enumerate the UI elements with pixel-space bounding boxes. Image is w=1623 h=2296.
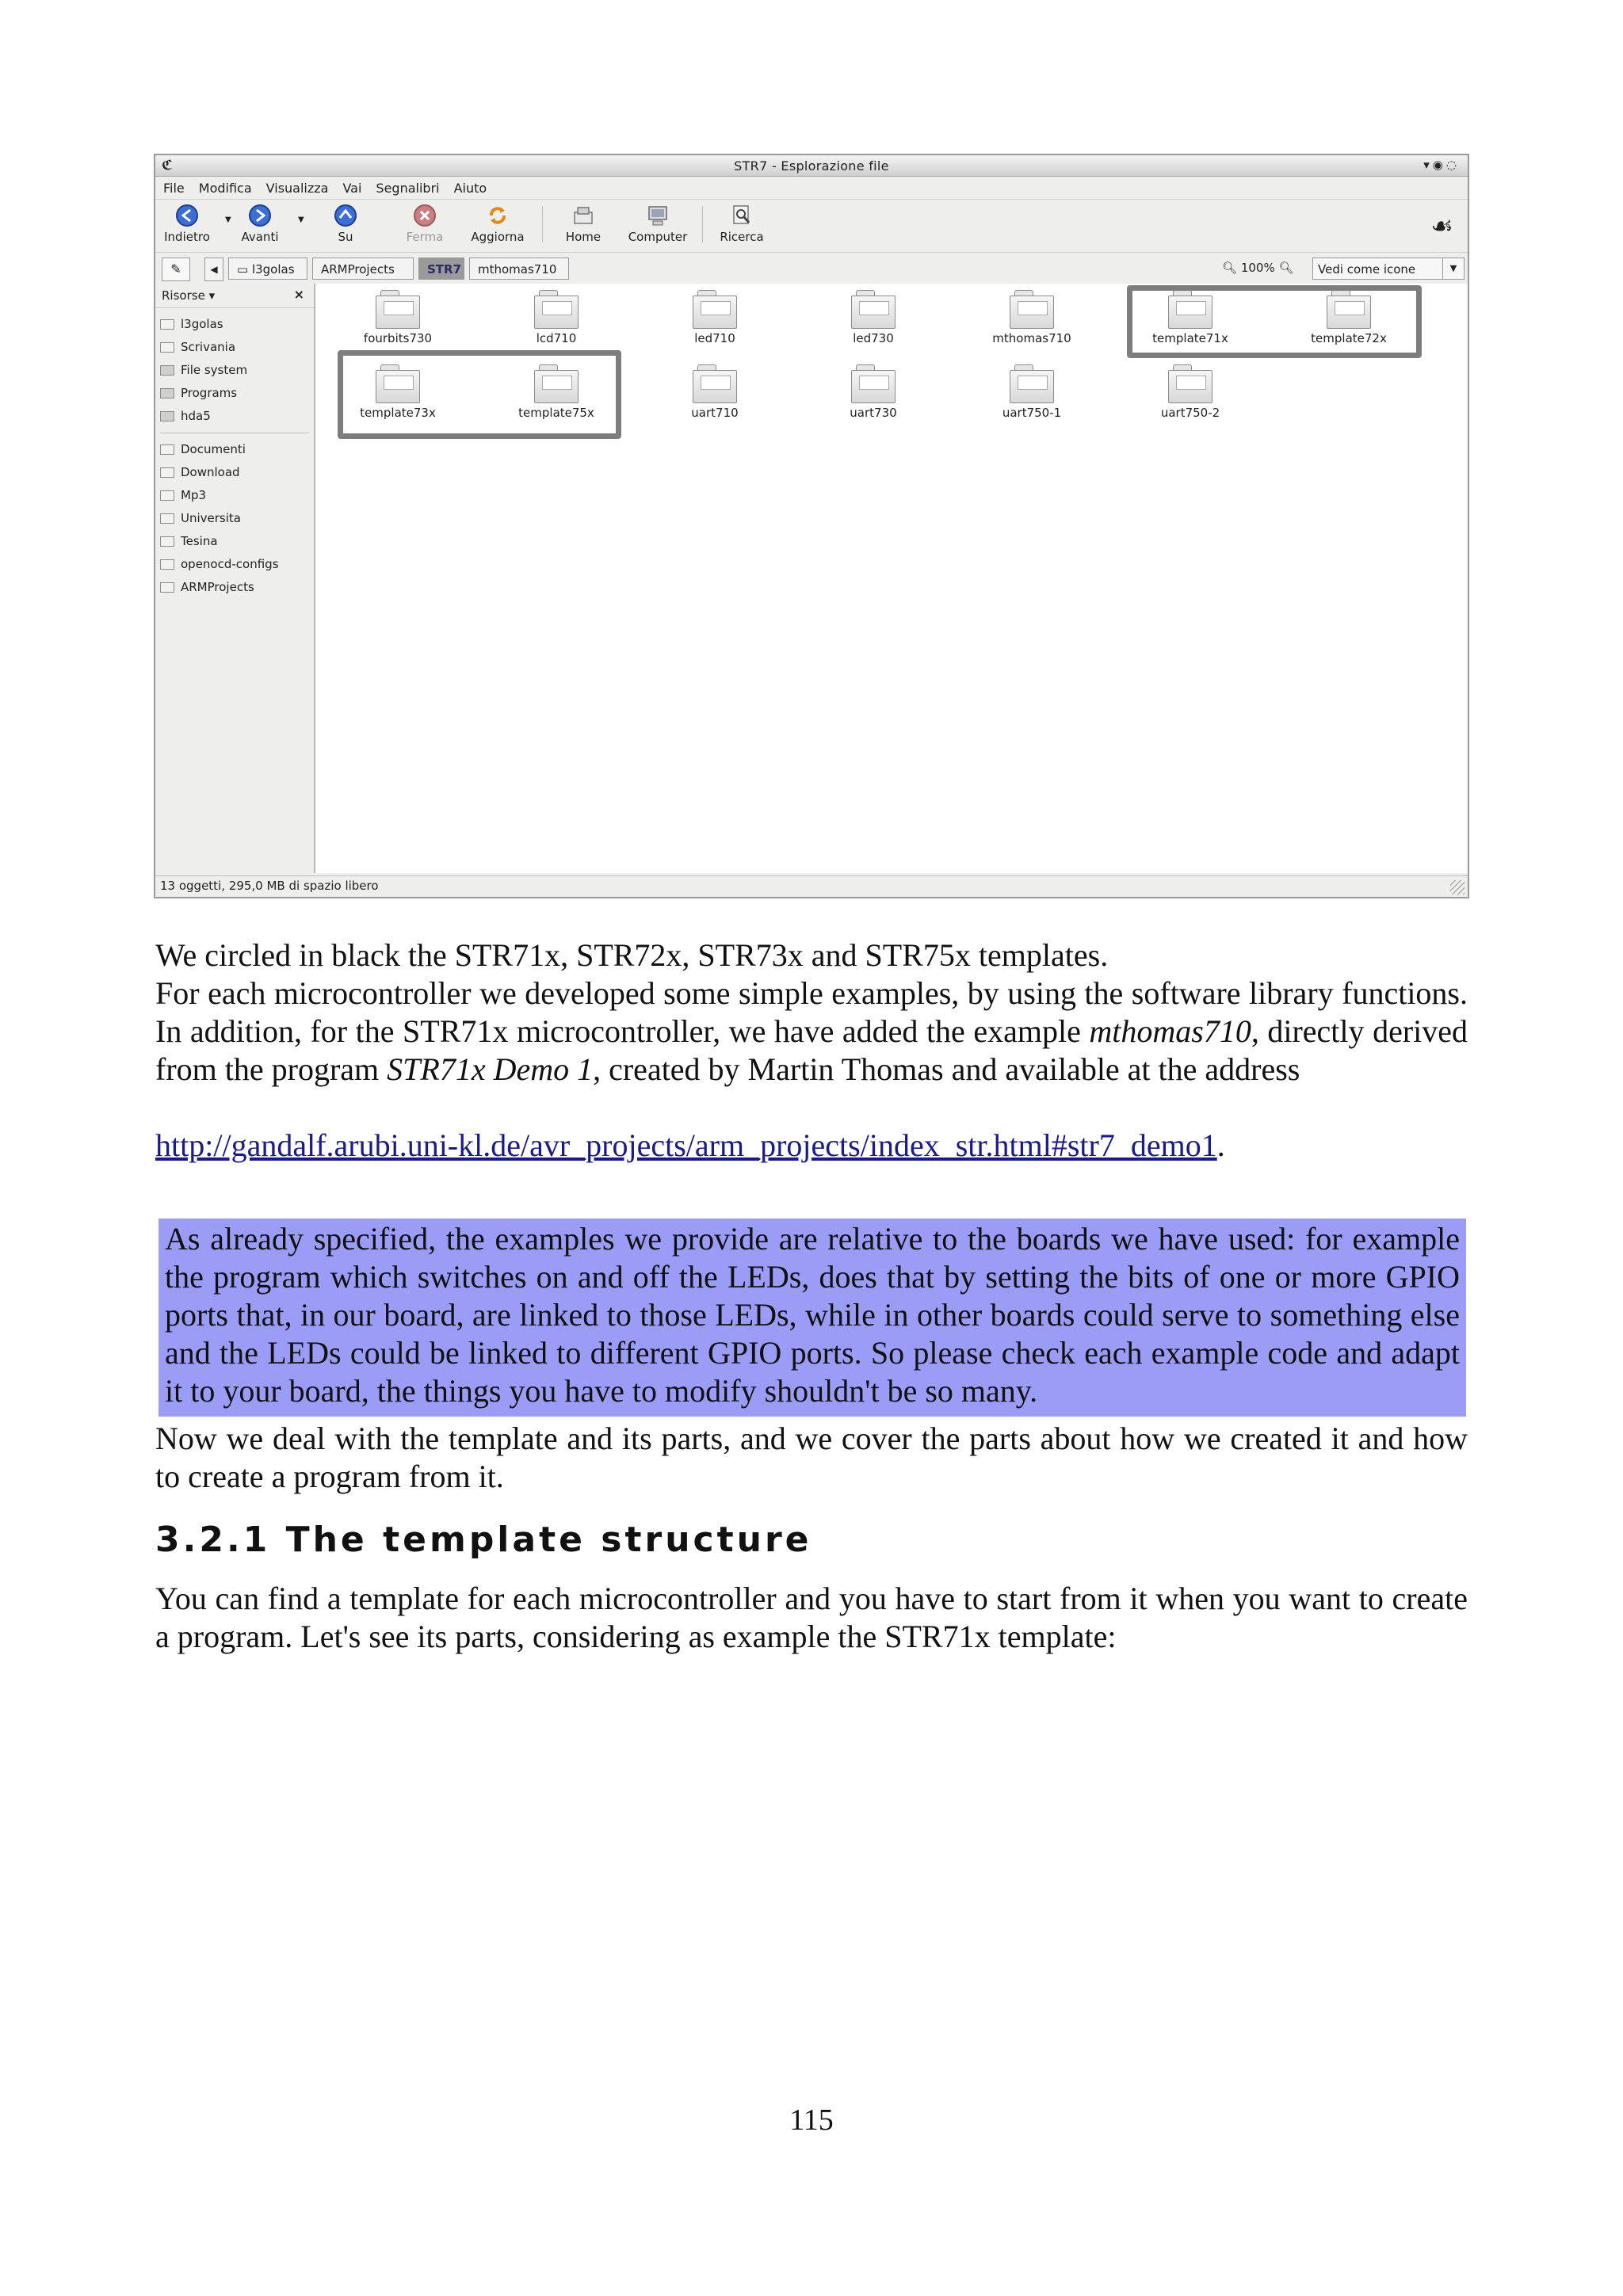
folder-item-template73x[interactable]: template73x [327,364,469,420]
back-history-dropdown-icon[interactable]: ▼ [225,215,231,224]
sidebar-item-programs[interactable]: Programs [160,382,314,405]
stop-button[interactable]: Ferma [393,203,456,244]
folder-icon [691,290,739,330]
demo-url-link[interactable]: http://gandalf.arubi.uni-kl.de/avr_projects/arm_projects/index_str.html#str7_demo1 [155,1127,1217,1163]
template-highlight-box [1127,285,1422,358]
note-text: As already specified, the examples we provide are relative to the boards we have used: for example the program which switches on and off the LEDs, does that by setting the bits of one or more GPIO ports that, in our board, are linked to those LEDs, while in other boards could serve to something else and the LEDs could be linked to different GPIO ports. So please check each example code and adapt it to your board, the things you have to modify shouldn't be so many. [165,1221,1460,1409]
zoom-level[interactable]: 100% [1240,261,1275,275]
folder-icon [850,364,897,404]
sidebar-mode-select[interactable]: Risorse ▾ [162,288,216,303]
folder-item-lcd710[interactable]: lcd710 [485,290,628,345]
edit-location-icon: ✎ [170,261,181,277]
home-folder-icon: ▭ [237,262,252,277]
chevron-down-icon: ▼ [1442,258,1464,279]
sidebar-item-download[interactable]: Download [160,461,314,484]
folder-icon [691,364,739,404]
folder-icon-view [315,284,1468,873]
drive-icon [160,388,174,399]
up-button[interactable]: Su [314,203,377,244]
page-number: 115 [789,2103,834,2137]
sidebar-item-hda5[interactable]: hda5 [160,405,314,428]
sidebar-separator [160,429,309,433]
home-icon [571,203,596,228]
location-bar [155,253,1468,285]
sidebar-item-l3golas[interactable]: l3golas [160,313,314,336]
sidebar-header [155,284,314,308]
sidebar-item-file-system[interactable]: File system [160,359,314,382]
folder-icon [374,290,422,330]
resize-grip-icon[interactable] [1450,880,1465,894]
note-box [158,1219,1466,1417]
home-folder-icon [160,319,174,330]
sidebar-item-scrivania[interactable]: Scrivania [160,336,314,359]
forward-button[interactable]: Avanti [228,203,292,244]
folder-item-template71x[interactable]: template71x [1119,290,1262,345]
template-highlight-box [338,350,621,439]
window-title: STR7 - Esplorazione file [734,158,889,174]
breadcrumb-mthomas710[interactable]: mthomas710 [469,257,569,280]
breadcrumb-scroll-left-icon[interactable]: ◀ [204,257,223,281]
sidebar-places [155,308,314,599]
close-icon[interactable]: × [293,287,304,302]
gnome-foot-icon: ☙ [1430,211,1453,241]
paragraph-circled: We circled in black the STR71x, STR72x, STR73x and STR75x templates. [155,937,1109,973]
home-button[interactable]: Home [552,203,615,244]
menu-visualizza[interactable]: Visualizza [265,180,329,196]
zoom-in-icon[interactable]: 🔍︎ [1278,261,1294,275]
edit-location-button[interactable] [162,257,190,281]
paragraph-template-parts: You can find a template for each microcontroller and you have to start from it when you want to create a program. Let's see its parts, considering as example the STR71x template: [155,1581,1468,1654]
reload-icon [485,203,510,228]
section-heading: 3.2.1 The template structure [155,1520,812,1560]
app-menu-icon[interactable]: ℭ [162,158,173,174]
up-arrow-icon [333,203,358,228]
menu-aiuto[interactable]: Aiuto [453,180,487,196]
drive-icon [160,365,174,376]
window-controls-icon[interactable]: ▾◉◌ [1423,158,1460,172]
folder-icon [850,290,897,330]
stop-icon [412,203,437,228]
folder-icon [160,490,174,501]
breadcrumb-l3golas[interactable]: ▭ l3golas [228,257,307,280]
folder-item-led730[interactable]: led730 [802,290,945,345]
folder-item-uart750-2[interactable]: uart750-2 [1119,364,1262,420]
back-button[interactable]: Indietro [155,203,219,244]
computer-icon [645,203,670,228]
folder-icon [160,582,174,593]
zoom-control [1222,261,1294,275]
folder-icon [1008,290,1056,330]
status-bar [155,875,1468,897]
folder-icon [160,536,174,547]
folder-item-template75x[interactable]: template75x [485,364,628,420]
folder-item-uart730[interactable]: uart730 [802,364,945,420]
breadcrumb-armprojects[interactable]: ARMProjects [312,257,414,280]
folder-icon [1008,364,1056,404]
paragraph-examples: For each microcontroller we developed some simple examples, by using the software library functions. In addition, for the STR71x microcontroller, we have added the example mthomas710, directly derived from the program STR71x Demo 1, created by Martin Thomas and available at the address [155,975,1468,1087]
sidebar-item-tesina[interactable]: Tesina [160,530,314,553]
folder-item-fourbits730[interactable]: fourbits730 [327,290,469,345]
search-icon [729,203,754,228]
toolbar [155,200,1468,253]
sidebar-item-documenti[interactable]: Documenti [160,438,314,461]
folder-item-template72x[interactable]: template72x [1277,290,1420,345]
folder-icon [533,290,580,330]
drive-icon [160,411,174,421]
view-mode-select[interactable]: Vedi come icone ▼ [1312,257,1465,280]
menu-file[interactable]: File [163,180,185,196]
sidebar [155,284,315,873]
forward-history-dropdown-icon[interactable]: ▼ [298,215,304,224]
desktop-icon [160,342,174,353]
menu-vai[interactable]: Vai [342,180,362,196]
folder-icon [160,513,174,524]
folder-item-led710[interactable]: led710 [643,290,786,345]
zoom-out-icon[interactable]: 🔍︎ [1222,261,1238,275]
forward-arrow-icon [247,203,273,228]
folder-item-uart750-1[interactable]: uart750-1 [960,364,1103,420]
chevron-down-icon: ▾ [208,288,216,303]
reload-button[interactable]: Aggiorna [466,203,529,244]
folder-icon [1167,364,1214,404]
window-titlebar [155,155,1468,177]
breadcrumb-str7[interactable]: STR7 [418,257,464,280]
folder-item-uart710[interactable]: uart710 [643,364,786,420]
sidebar-item-armprojects[interactable]: ARMProjects [160,576,314,599]
file-manager-screenshot [154,154,1469,898]
folder-icon [160,444,174,455]
search-button[interactable]: Ricerca [710,203,773,244]
toolbar-separator [542,206,543,242]
back-arrow-icon [174,203,200,228]
sidebar-item-universita[interactable]: Universita [160,507,314,530]
folder-icon [160,467,174,478]
sidebar-item-mp3[interactable]: Mp3 [160,484,314,507]
toolbar-separator [702,206,703,242]
paragraph-template-intro: Now we deal with the template and its parts, and we cover the parts about how we created it and how to create a program from it. [155,1421,1468,1494]
status-text: 13 oggetti, 295,0 MB di spazio libero [160,879,379,893]
url-line: http://gandalf.arubi.uni-kl.de/avr_projects/arm_projects/index_str.html#str7_demo1. [155,1127,1225,1163]
sidebar-item-openocd-configs[interactable]: openocd-configs [160,553,314,576]
folder-item-mthomas710[interactable]: mthomas710 [960,290,1103,345]
menu-modifica[interactable]: Modifica [198,180,252,196]
menu-segnalibri[interactable]: Segnalibri [376,180,440,196]
computer-button[interactable]: Computer [626,203,689,244]
menu-bar [155,177,1468,200]
folder-icon [160,559,174,570]
